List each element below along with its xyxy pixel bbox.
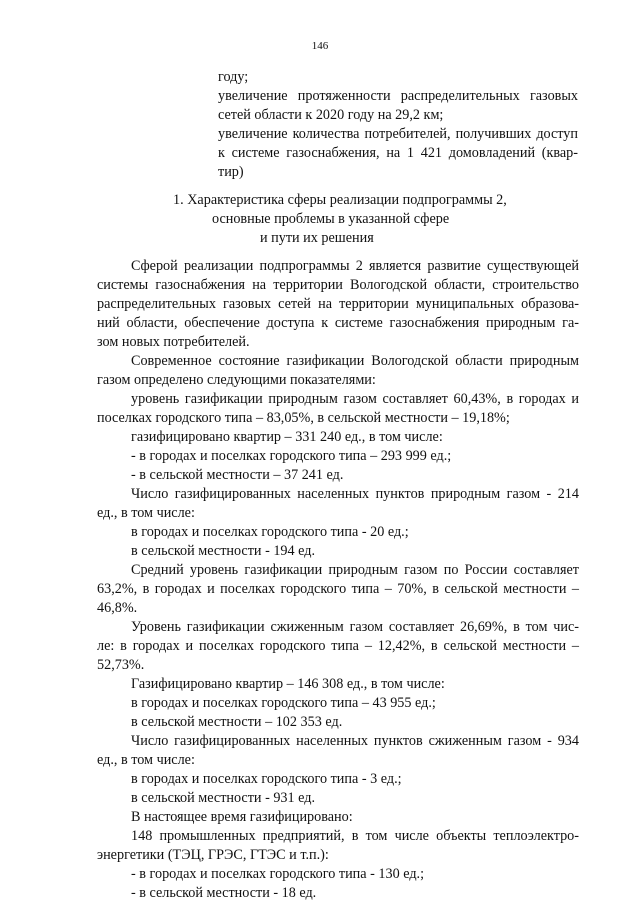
- body-line: в городах и поселках городского типа - 20 ед.;: [131, 524, 409, 540]
- body-line: уровень газификации природным газом составляет 60,43%, в городах и: [131, 391, 579, 407]
- body-line: В настоящее время газифицировано:: [131, 809, 353, 825]
- body-line: ле: в городах и поселках городского типа – 12,42%, в сельской местности –: [97, 638, 579, 654]
- body-line: 63,2%, в городах и поселках городского типа – 70%, в сельской местности –: [97, 581, 579, 597]
- body-line: Газифицировано квартир – 146 308 ед., в том числе:: [131, 676, 445, 692]
- body-line: поселках городского типа – 83,05%, в сельской местности – 19,18%;: [97, 410, 510, 426]
- body-line: 52,73%.: [97, 657, 145, 673]
- page-number: 146: [311, 40, 329, 52]
- intro-line: к системе газоснабжения, на 1 421 домовладений (квар-: [218, 145, 578, 161]
- body-line: Число газифицированных населенных пунктов сжиженным газом - 934: [131, 733, 579, 749]
- body-line: ед., в том числе:: [97, 505, 195, 521]
- body-line: ед., в том числе:: [97, 752, 195, 768]
- body-line: - в сельской местности - 18 ед.: [131, 885, 317, 901]
- body-line: Число газифицированных населенных пунктов природным газом - 214: [131, 486, 579, 502]
- section-heading-line: и пути их решения: [260, 230, 374, 246]
- body-line: - в городах и поселках городского типа – 293 999 ед.;: [131, 448, 452, 464]
- body-line: 148 промышленных предприятий, в том числе объекты теплоэлектро-: [131, 828, 579, 844]
- body-line: Уровень газификации сжиженным газом составляет 26,69%, в том чис-: [131, 619, 579, 635]
- body-line: в городах и поселках городского типа – 43 955 ед.;: [131, 695, 436, 711]
- body-line: ний области, обеспечение доступа к системе газоснабжения природным га-: [97, 315, 579, 331]
- section-heading-line: 1. Характеристика сферы реализации подпрограммы 2,: [173, 192, 507, 208]
- body-line: Средний уровень газификации природным газом по России составляет: [131, 562, 579, 578]
- body-line: распределительных газовых сетей на территории муниципальных образова-: [97, 296, 579, 312]
- body-line: - в сельской местности – 37 241 ед.: [131, 467, 344, 483]
- body-line: энергетики (ТЭЦ, ГРЭС, ГТЭС и т.п.):: [97, 847, 329, 863]
- body-line: - в городах и поселках городского типа - 130 ед.;: [131, 866, 425, 882]
- body-line: в сельской местности - 194 ед.: [131, 543, 316, 559]
- body-line: в сельской местности – 102 353 ед.: [131, 714, 343, 730]
- intro-line: тир): [218, 164, 244, 180]
- body-line: зом новых потребителей.: [97, 334, 250, 350]
- body-line: в сельской местности - 931 ед.: [131, 790, 316, 806]
- intro-line: сетей области к 2020 году на 29,2 км;: [218, 107, 444, 123]
- section-heading-line: основные проблемы в указанной сфере: [212, 211, 450, 227]
- body-line: 46,8%.: [97, 600, 138, 616]
- body-line: системы газоснабжения на территории Вологодской области, строительство: [97, 277, 579, 293]
- body-line: в городах и поселках городского типа - 3 ед.;: [131, 771, 402, 787]
- body-line: Современное состояние газификации Вологодской области природным: [131, 353, 579, 369]
- body-line: Сферой реализации подпрограммы 2 является развитие существующей: [131, 258, 579, 274]
- intro-line: увеличение количества потребителей, получивших доступ: [218, 126, 578, 142]
- intro-line: увеличение протяженности распределительных газовых: [218, 88, 578, 104]
- body-line: газифицировано квартир – 331 240 ед., в том числе:: [131, 429, 443, 445]
- body-line: газом определено следующими показателями:: [97, 372, 376, 388]
- intro-line: году;: [218, 69, 249, 85]
